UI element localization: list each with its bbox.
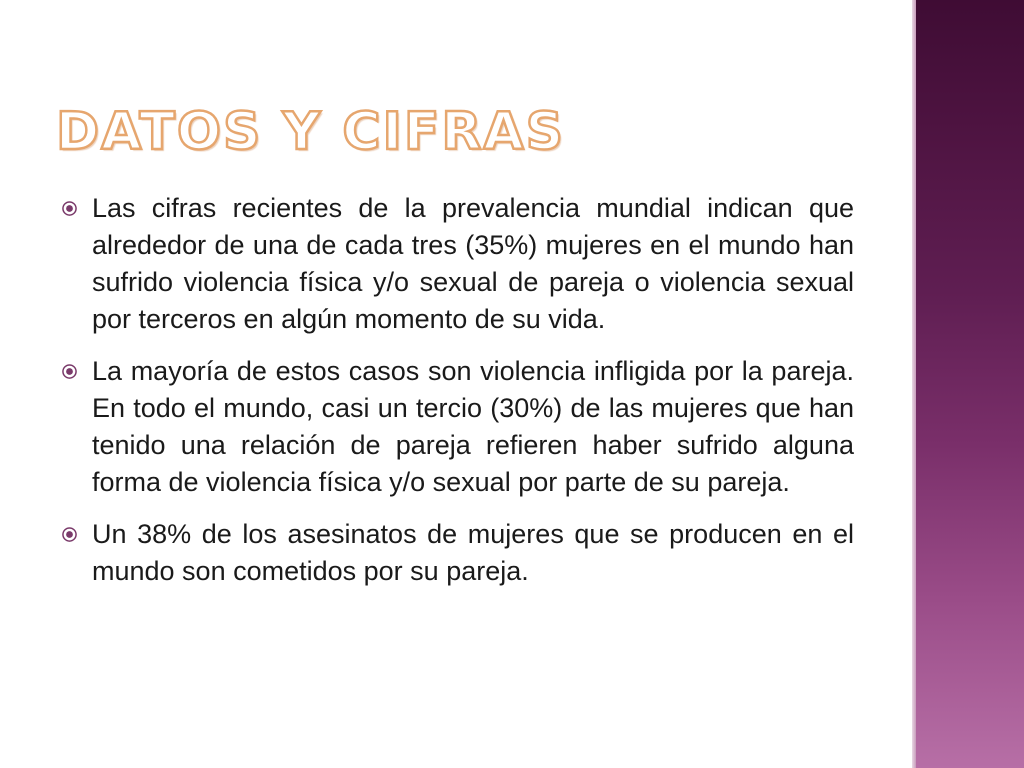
bullet-item (62, 516, 854, 590)
target-bullet-icon (62, 201, 77, 216)
bullet-text: La mayoría de estos casos son violencia infligida por la pareja. En todo el mundo, casi un tercio (30%) de las mujeres que han tenido una relación de pareja refieren haber sufrido alguna forma de violencia física y/o sexual por parte de su pareja. (92, 356, 854, 497)
bullet-text: Las cifras recientes de la prevalencia mundial indican que alrededor de una de cada tres (35%) mujeres en el mundo han sufrido violencia física y/o sexual de pareja o violencia sexual por terceros en algún momento de su vida. (92, 193, 854, 334)
bullet-item (62, 353, 854, 501)
bullet-text: Un 38% de los asesinatos de mujeres que se producen en el mundo son cometidos por su pareja. (92, 519, 854, 586)
decorative-side-band (912, 0, 1024, 768)
slide-title: DATOS Y CIFRAS (56, 102, 566, 162)
target-bullet-icon (62, 364, 77, 379)
target-bullet-icon (62, 527, 77, 542)
bullet-list (62, 190, 854, 605)
bullet-item (62, 190, 854, 338)
